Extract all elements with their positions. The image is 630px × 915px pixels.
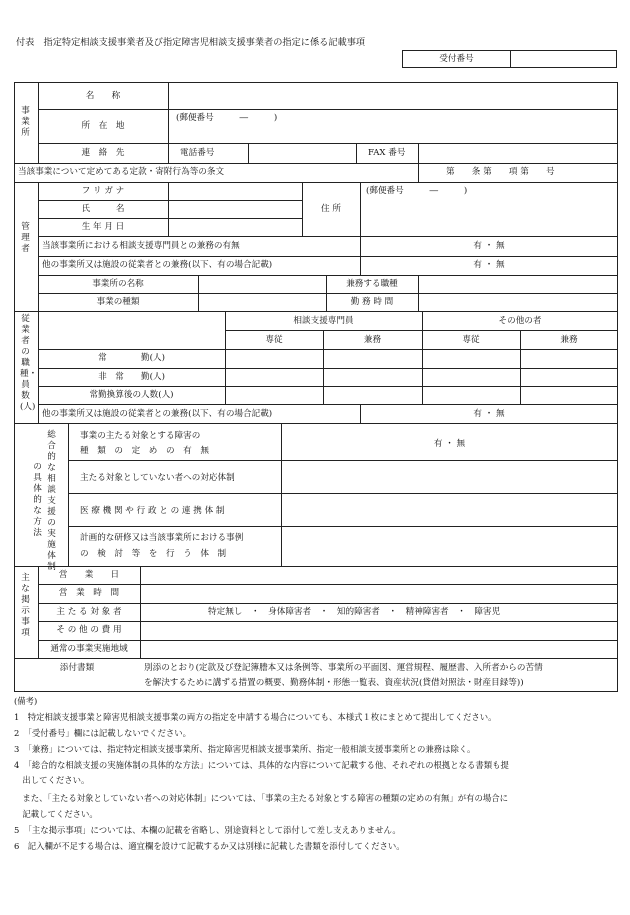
display-business-hours-field[interactable] — [141, 585, 617, 602]
manager-other-business-type-field[interactable] — [199, 294, 325, 310]
method-row1-value[interactable]: 有 ・ 無 — [433, 439, 466, 449]
receipt-number-field[interactable] — [510, 51, 616, 67]
staff-other-concurrent-header: 兼務 — [560, 335, 578, 345]
note-6: 6 記入欄が不足する場合は、適宜欄を設けて記載するか又は別様に記載した書類を添付してください。 — [14, 841, 405, 851]
display-business-days-field[interactable] — [141, 567, 617, 583]
attachments-line2: を解決するために講ずる措置の概要、勤務体制・形態一覧表、資産状況(貸借対照法・財産目録等)) — [144, 678, 524, 688]
manager-birth-field[interactable] — [169, 219, 301, 235]
office-address-label: 所 在 地 — [81, 121, 125, 131]
office-phone-label: 電話番号 — [180, 148, 215, 158]
manager-other-position-label: 兼務する職種 — [346, 279, 398, 289]
display-other-fees-field[interactable] — [141, 622, 617, 639]
manager-concurrent-specialist-label: 当該事業所における相談支援専門員との兼務の有無 — [42, 241, 240, 251]
office-postal-label: (郵便番号 ― ) — [176, 113, 278, 123]
note-4d: 記載してください。 — [14, 809, 98, 819]
staff-row-fulltime-label: 常 勤(人) — [98, 353, 165, 363]
attachments-line1: 別添のとおり(定款及び登記簿謄本又は条例等、事業所の平面図、運営規程、履歴書、入所者からの苦情 — [144, 663, 543, 673]
manager-section-label: 管理者 — [21, 222, 30, 254]
notes-header: (備考) — [14, 696, 38, 706]
manager-furigana-label: フ リ ガ ナ — [81, 186, 125, 196]
staff-concurrent-other-value[interactable]: 有 ・ 無 — [473, 409, 505, 419]
office-address-field[interactable] — [170, 111, 616, 142]
staff-specialist-concurrent-header: 兼務 — [363, 335, 382, 345]
manager-name-field[interactable] — [169, 201, 301, 217]
note-3: 3 「兼務」については、指定特定相談支援事業所、指定障害児相談支援事業所、指定一般相談支援事業所との兼務は除く。 — [14, 744, 476, 754]
manager-other-office-name-label: 事業所の名称 — [92, 279, 144, 289]
method-row1-line2: 種 類 の 定 め の 有 無 — [80, 446, 209, 456]
method-row3-field[interactable] — [282, 494, 617, 525]
manager-concurrent-other-value[interactable]: 有 ・ 無 — [473, 260, 505, 270]
manager-other-hours-field[interactable] — [419, 294, 617, 310]
manager-other-position-field[interactable] — [419, 276, 617, 292]
display-area-label: 通常の事業実施地域 — [50, 644, 128, 654]
method-inner-label: 総合的な相談支援の実施体制 — [47, 430, 56, 572]
method-row1-line1: 事業の主たる対象とする障害の — [80, 431, 201, 441]
receipt-number-label: 受付番号 — [439, 54, 474, 64]
note-4a: 4 「総合的な相談支援の実施体制の具体的な方法」については、具体的な内容について記載する他、それぞれの根拠となる書類も提 — [14, 760, 509, 770]
display-section-label: 主な掲示事項 — [21, 573, 30, 638]
manager-postal-label: (郵便番号 ― ) — [366, 186, 468, 196]
method-row4-line2: の 検 討 等 を 行 う 体 制 — [80, 549, 227, 559]
manager-name-label: 氏 名 — [81, 204, 125, 214]
manager-other-office-name-field[interactable] — [199, 276, 325, 292]
staff-group-specialist: 相談支援専門員 — [293, 316, 354, 326]
form-title: 付表 指定特定相談支援事業者及び指定障害児相談支援事業者の指定に係る記載事項 — [16, 37, 366, 48]
staff-specialist-fulltime-header: 専従 — [265, 335, 283, 345]
manager-concurrent-specialist-value[interactable]: 有 ・ 無 — [473, 241, 505, 251]
staff-other-fulltime-header: 専従 — [462, 335, 480, 345]
office-name-label: 名 称 — [85, 91, 121, 101]
office-fax-field[interactable] — [419, 144, 617, 162]
staff-count-grid[interactable] — [226, 350, 617, 403]
display-main-target-label: 主 た る 対 象 者 — [56, 607, 122, 617]
method-row2-field[interactable] — [282, 461, 617, 492]
display-area-field[interactable] — [141, 641, 617, 657]
display-business-hours-label: 営 業 時 間 — [58, 588, 120, 598]
articles-label: 当該事業について定めてある定款・寄附行為等の条文 — [18, 167, 225, 177]
manager-birth-label: 生 年 月 日 — [81, 222, 125, 232]
method-row4-field[interactable] — [282, 527, 617, 565]
note-1: 1 特定相談支援事業と障害児相談支援事業の両方の指定を申請する場合についても、本様式１枚にまとめて提出してください。 — [14, 712, 497, 722]
note-4c: また、「主たる対象としていない者への対応体制」については、「事業の主たる対象とする障害の種類の定めの有無」が有の場合に — [14, 793, 508, 803]
manager-address-field[interactable] — [361, 183, 617, 235]
office-contact-label: 連 絡 先 — [81, 148, 125, 158]
note-5: 5 「主な掲示事項」については、本欄の記載を省略し、別途資料として添付して差し支えありません。 — [14, 825, 401, 835]
method-row2-label: 主たる対象としていない者への対応体制 — [80, 473, 235, 483]
staff-concurrent-other-label: 他の事業所又は施設の従業者との兼務(以下、有の場合記載) — [42, 409, 273, 419]
manager-other-hours-label: 勤 務 時 間 — [350, 297, 394, 307]
staff-group-other: その他の者 — [498, 316, 542, 326]
office-fax-label: FAX 番号 — [368, 148, 406, 158]
attachments-label: 添付書類 — [59, 663, 95, 673]
staff-row-converted-label: 常勤換算後の人数(人) — [89, 390, 174, 400]
method-outer-label: の具体的な方法 — [33, 462, 42, 538]
office-section-label: 事業所 — [21, 106, 30, 138]
note-4b: 出してください。 — [14, 775, 90, 785]
display-business-days-label: 営 業 日 — [58, 570, 120, 580]
method-row4-line1: 計画的な研修又は当該事業所における事例 — [80, 533, 244, 543]
display-other-fees-label: そ の 他 の 費 用 — [56, 625, 122, 635]
articles-value[interactable]: 第 条 第 項 第 号 — [446, 167, 555, 177]
display-main-target-value[interactable]: 特定無し ・ 身体障害者 ・ 知的障害者 ・ 精神障害者 ・ 障害児 — [208, 607, 501, 617]
staff-section-label: 従業者の職種・員数(人) — [20, 314, 38, 412]
manager-furigana-field[interactable] — [169, 183, 301, 199]
staff-row-parttime-label: 非 常 勤(人) — [98, 372, 165, 382]
manager-address-label: 住 所 — [321, 204, 341, 214]
manager-other-business-type-label: 事業の種類 — [96, 297, 140, 307]
office-name-field[interactable] — [170, 84, 616, 108]
office-phone-field[interactable] — [249, 144, 355, 162]
method-row3-label: 医 療 機 関 や 行 政 と の 連 携 体 制 — [80, 506, 225, 516]
note-2: 2 「受付番号」欄には記載しないでください。 — [14, 728, 192, 738]
manager-concurrent-other-label: 他の事業所又は施設の従業者との兼務(以下、有の場合記載) — [42, 260, 273, 270]
